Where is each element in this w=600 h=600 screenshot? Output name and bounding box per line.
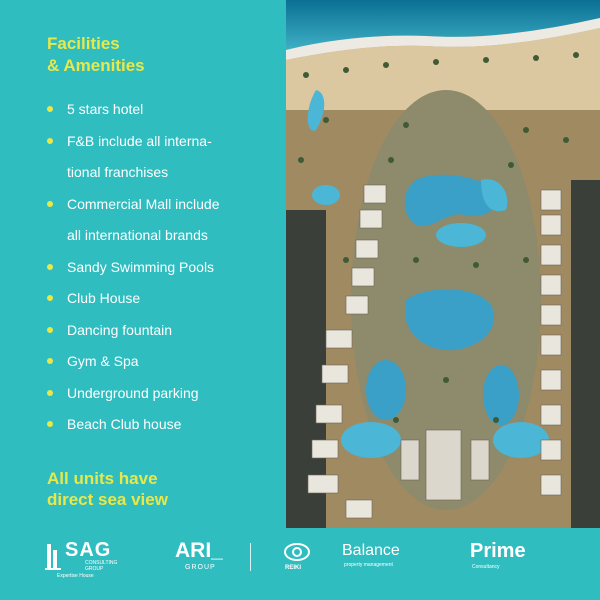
amenity-text: all international brands bbox=[67, 227, 208, 243]
amenity-text: Dancing fountain bbox=[67, 321, 173, 338]
bullet-dot-icon bbox=[47, 201, 53, 207]
amenity-item bbox=[47, 350, 287, 382]
bullet-dot-icon bbox=[47, 295, 53, 301]
amenity-text: 5 stars hotel bbox=[67, 101, 144, 117]
sea-view-line-1: All units have bbox=[47, 469, 158, 488]
reiki-eye-icon bbox=[283, 542, 311, 562]
sag-mark-icon bbox=[45, 542, 61, 572]
ari-logo bbox=[175, 540, 245, 582]
reiki-logo bbox=[280, 540, 320, 582]
amenity-text: Commercial Mall include bbox=[67, 195, 220, 212]
amenity-text: F&B include all interna- bbox=[67, 132, 212, 149]
amenity-item bbox=[47, 193, 287, 225]
sag-logo bbox=[45, 540, 125, 582]
amenity-text: Club House bbox=[67, 290, 141, 306]
bullet-dot-icon bbox=[47, 138, 53, 144]
reiki-name: REIKI bbox=[285, 565, 302, 571]
title-line-2: & Amenities bbox=[47, 56, 145, 75]
amenity-item bbox=[47, 319, 287, 351]
amenity-item bbox=[47, 413, 287, 445]
sea-view-note bbox=[47, 468, 168, 510]
amenity-item bbox=[47, 98, 287, 130]
pool-4 bbox=[366, 360, 406, 420]
partner-logos bbox=[0, 530, 600, 600]
ari-name: ARI_ bbox=[175, 539, 223, 562]
bullet-dot-icon bbox=[47, 264, 53, 270]
page-title bbox=[47, 33, 145, 77]
amenity-item bbox=[47, 130, 287, 162]
sea-view-line-2: direct sea view bbox=[47, 490, 168, 509]
amenity-item bbox=[47, 382, 287, 414]
amenity-item bbox=[47, 224, 287, 256]
sag-name: SAG bbox=[65, 539, 112, 561]
bullet-dot-icon bbox=[47, 390, 53, 396]
sag-sub-1: CONSULTING bbox=[85, 560, 118, 566]
amenity-text: Beach Club house bbox=[67, 416, 182, 432]
bullet-dot-icon bbox=[47, 421, 53, 427]
prime-sub: Consultancy bbox=[472, 564, 500, 570]
prime-logo bbox=[470, 538, 560, 582]
balance-logo bbox=[342, 542, 432, 582]
amenity-text: Underground parking bbox=[67, 384, 199, 401]
bullet-dot-icon bbox=[47, 106, 53, 112]
pool-2 bbox=[436, 223, 486, 247]
sag-sub-2: GROUP bbox=[85, 566, 104, 572]
balance-name: Balance bbox=[342, 542, 400, 559]
amenity-text: tional franchises bbox=[67, 164, 169, 180]
amenity-text: Gym & Spa bbox=[67, 353, 139, 369]
pool-5 bbox=[483, 365, 519, 425]
balance-sub: property management bbox=[344, 562, 393, 568]
masterplan-illustration bbox=[286, 0, 600, 528]
amenity-item bbox=[47, 161, 287, 193]
title-line-1: Facilities bbox=[47, 34, 120, 53]
amenity-item bbox=[47, 287, 287, 319]
amenities-panel bbox=[0, 0, 286, 530]
bullet-dot-icon bbox=[47, 358, 53, 364]
ari-sub: GROUP bbox=[185, 564, 216, 571]
amenity-text: Sandy Swimming Pools bbox=[67, 258, 215, 275]
amenities-list bbox=[47, 98, 287, 445]
amenity-item bbox=[47, 256, 287, 288]
road-right bbox=[571, 180, 600, 528]
logo-divider bbox=[250, 543, 251, 571]
masterplan-image bbox=[286, 0, 600, 528]
prime-name: Prime bbox=[470, 540, 526, 562]
bullet-dot-icon bbox=[47, 327, 53, 333]
sag-tagline: Expertise House bbox=[57, 573, 94, 579]
